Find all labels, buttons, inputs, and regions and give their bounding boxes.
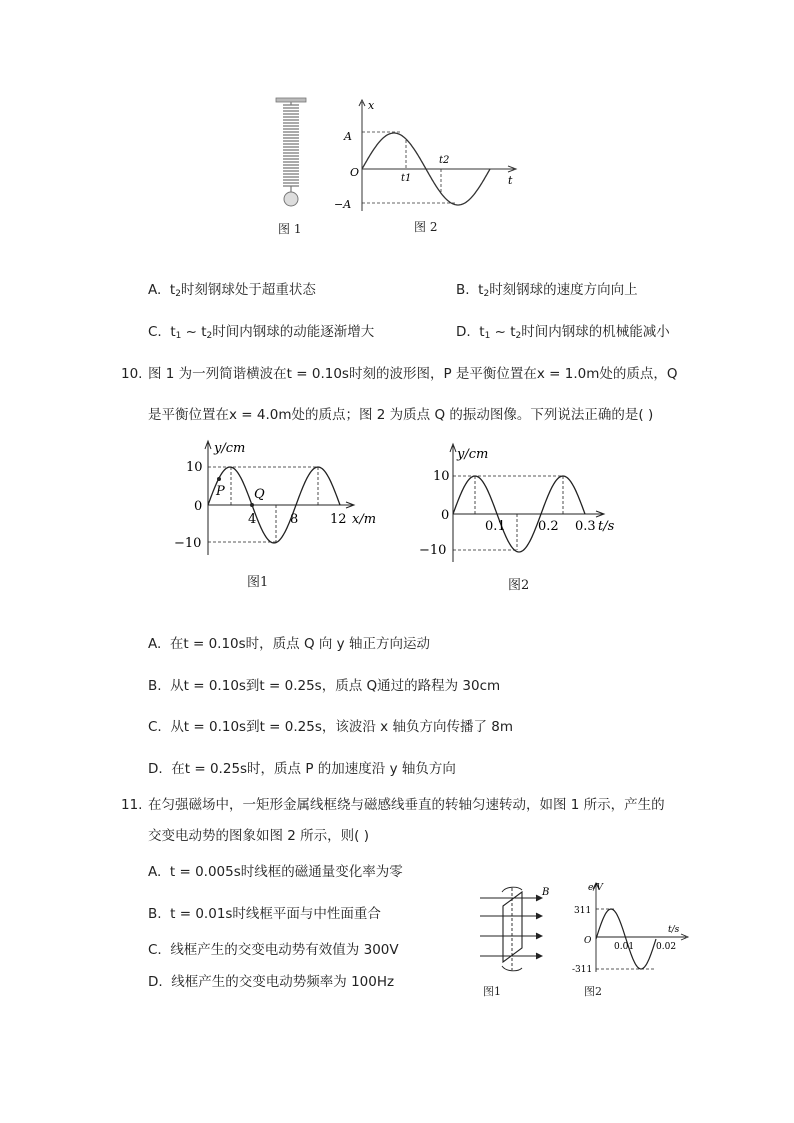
q10-fig2-ytick-0: 0 [441,508,450,523]
q9-t1-label: t1 [401,173,412,184]
q10-fig2-xtick-02: 0.2 [538,519,559,534]
q11-pos-peak: 311 [574,906,592,916]
q9-origin-label: O [350,166,360,179]
q11-option-d[interactable]: D. 线框产生的交变电动势频率为 100Hz [148,974,395,990]
q10-fig1-caption: 图1 [247,575,269,590]
q10-point-P: P [216,484,225,499]
q9-t2-label: t2 [439,155,450,166]
q11-emf-graph [558,880,692,980]
q9-fig2-caption: 图 2 [414,220,438,234]
q10-fig1-ytick-10: 10 [186,460,203,475]
q11-option-a[interactable]: A. t = 0.005s时线框的磁通量变化率为零 [148,864,403,880]
q10-fig1-x-label: x/m [352,512,377,527]
q11-fig2-caption: 图2 [584,985,602,998]
q9-spring-figure [268,96,314,216]
q10-fig2-x-label: t/s [598,519,615,534]
q11-x-label: t/s [668,925,680,935]
q11-option-c[interactable]: C. 线框产生的交变电动势有效值为 300V [148,942,399,958]
q10-fig1-y-label: y/cm [214,441,246,456]
q10-fig2-ytick-10: 10 [433,469,450,484]
q10-fig2-y-label: y/cm [457,447,489,462]
q10-number: 10. [121,366,143,382]
q9-A-label: A [344,130,352,143]
q11-stem-line2: 交变电动势的图象如图 2 所示，则( ) [148,828,369,844]
q11-emf-curve [596,909,656,969]
q9-t-axis-label: t [508,174,513,187]
q10-fig1-xtick-8: 8 [290,512,299,527]
q10-fig2-caption: 图2 [508,578,530,593]
q11-option-b[interactable]: B. t = 0.01s时线框平面与中性面重合 [148,906,381,922]
q9-x-axis-label: x [368,99,375,112]
q10-wave-graph [168,435,388,565]
q11-coil-figure [478,884,556,974]
q9-option-d[interactable]: D. $t_1$ ~ $t_2$时间内钢球的机械能减小 [456,324,670,341]
q10-stem-line2: 是平衡位置在x = 4.0m处的质点；图 2 为质点 Q 的振动图像。下列说法正确的是( ) [148,407,654,423]
q10-fig2-xtick-03: 0.3 [575,519,596,534]
q10-fig1-ytick-0: 0 [194,499,203,514]
q11-origin: O [584,936,592,946]
q11-y-label: e/V [588,883,603,893]
q10-option-b[interactable]: B. 从t = 0.10s到t = 0.25s，质点 Q通过的路程为 30cm [148,678,501,694]
q10-fig2-xtick-01: 0.1 [485,519,506,534]
q10-option-d[interactable]: D. 在t = 0.25s时，质点 P 的加速度沿 y 轴负方向 [148,761,456,777]
q10-fig1-ytick-neg10: −10 [174,536,202,551]
q10-option-c[interactable]: C. 从t = 0.10s到t = 0.25s，该波沿 x 轴负方向传播了 8m [148,719,513,735]
q9-oscillation-graph [328,96,528,216]
q9-option-c[interactable]: C. $t_1$ ~ $t_2$时间内钢球的动能逐渐增大 [148,324,375,341]
q10-vibration-graph [413,440,628,570]
q11-fig1-caption: 图1 [483,985,501,998]
q10-fig2-ytick-neg10: −10 [419,543,447,558]
q11-stem-line1: 在匀强磁场中，一矩形金属线框绕与磁感线垂直的转轴匀速转动，如图 1 所示，产生的 [148,797,665,813]
q11-number: 11. [121,797,143,813]
q11-t1: 0.01 [614,942,635,952]
q11-t2: 0.02 [656,942,677,952]
q9-option-a[interactable]: A. $t_2$时刻钢球处于超重状态 [148,282,316,299]
q9-fig1-caption: 图 1 [278,222,302,236]
q11-B-label: B [542,887,550,898]
q10-point-Q: Q [254,487,265,502]
q9-negA-label: −A [334,198,352,211]
q10-stem-line1: 图 1 为一列简谐横波在t = 0.10s时刻的波形图，P 是平衡位置在x = 1.0m处的质点，Q [148,366,678,382]
q11-neg-peak: -311 [572,965,593,975]
q10-fig1-xtick-4: 4 [248,512,257,527]
q9-option-b[interactable]: B. $t_2$时刻钢球的速度方向向上 [456,282,638,299]
q10-option-a[interactable]: A. 在t = 0.10s时，质点 Q 向 y 轴正方向运动 [148,636,430,652]
q10-fig1-xtick-12: 12 [330,512,347,527]
